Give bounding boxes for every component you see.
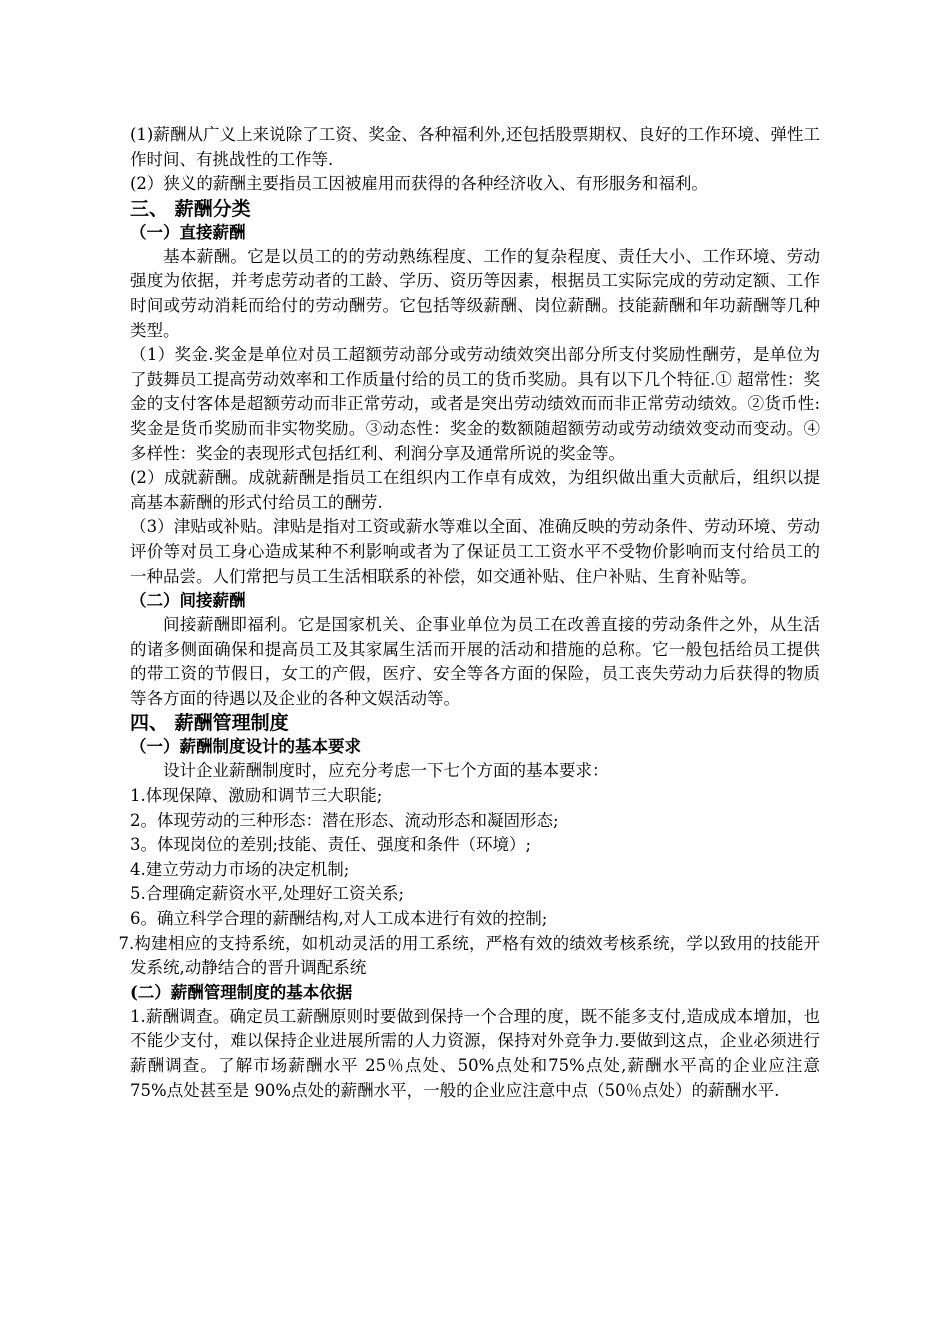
paragraph-salary-survey: 1.薪酬调查。确定员工薪酬原则时要做到保持一个合理的度，既不能多支付,造成成本增加，也不能少支付，难以保持企业进展所需的人力资源，保持对外竞争力.要做到这点，企业必须进行薪酬调查。了解市场薪酬水平 25％点处、50%点处和75%点处,薪酬水平高的企业应注意 75%点处甚至是 90%点处的薪酬水平，一般的企业应注意中点（50％点处）的薪酬水平. <box>130 1006 820 1100</box>
section-heading-management-system: 四、 薪酬管理制度 <box>130 712 289 735</box>
list-item: 5.合理确定薪资水平,处理好工资关系; <box>130 884 405 904</box>
list-item: 3。体现岗位的差别;技能、责任、强度和条件（环境）; <box>130 835 532 855</box>
paragraph-broad-definition: (1)薪酬从广义上来说除了工资、奖金、各种福利外,还包括股票期权、良好的工作环境、弹性工作时间、有挑战性的工作等. <box>130 125 820 169</box>
paragraph-achievement-pay: (2）成就薪酬。成就薪酬是指员工在组织内工作卓有成效，为组织做出重大贡献后，组织以提高基本薪酬的形式付给员工的酬劳. <box>130 468 820 512</box>
paragraph-narrow-definition: (2）狭义的薪酬主要指员工因被雇用而获得的各种经济收入、有形服务和福利。 <box>130 174 708 194</box>
subheading-design-requirements: （一）薪酬制度设计的基本要求 <box>130 737 361 757</box>
section-heading-classification: 三、 薪酬分类 <box>130 197 251 220</box>
paragraph-base-pay: 基本薪酬。它是以员工的的劳动熟练程度、工作的复杂程度、责任大小、工作环境、劳动强度为依据，并考虑劳动者的工龄、学历、资历等因素，根据员工实际完成的劳动定额、工作时间或劳动消耗而给付的劳动酬劳。它包括等级薪酬、岗位薪酬。技能薪酬和年功薪酬等几种类型。 <box>130 246 820 340</box>
list-item: 1.体现保障、激励和调节三大职能; <box>130 786 383 806</box>
list-item: 4.建立劳动力市场的决定机制; <box>130 859 350 879</box>
paragraph-indirect-pay: 间接薪酬即福利。它是国家机关、企事业单位为员工在改善直接的劳动条件之外，从生活的诸多侧面确保和提高员工及其家属生活而开展的活动和措施的总称。它一般包括给员工提供的带工资的节假日，女工的产假，医疗、安全等各方面的保险，员工丧失劳动力后获得的物质等各方面的待遇以及企业的各种文娱活动等。 <box>130 615 820 708</box>
subheading-indirect-pay: （二）间接薪酬 <box>130 591 246 611</box>
paragraph-requirements-intro: 设计企业薪酬制度时，应充分考虑一下七个方面的基本要求： <box>163 761 609 781</box>
subheading-basic-basis: (二）薪酬管理制度的基本依据 <box>130 982 353 1002</box>
list-item: 2。体现劳动的三种形态：潜在形态、流动形态和凝固形态; <box>130 810 559 830</box>
list-item: 6。确立科学合理的薪酬结构,对人工成本进行有效的控制; <box>130 909 548 929</box>
subheading-direct-pay: （一）直接薪酬 <box>130 222 246 242</box>
list-item: 7.构建相应的支持系统，如机动灵活的用工系统，严格有效的绩效考核系统，学以致用的技能开发系统,动静结合的晋升调配系统 <box>118 933 820 978</box>
document-page <box>118 123 820 1103</box>
paragraph-allowance: （3）津贴或补贴。津贴是指对工资或薪水等难以全面、准确反映的劳动条件、劳动环境、劳动评价等对员工身心造成某种不利影响或者为了保证员工工资水平不受物价影响而支付给员工的一种品尝。人们常把与员工生活相联系的补偿，如交通补贴、住户补贴、生育补贴等。 <box>130 517 820 586</box>
paragraph-bonus: （1）奖金.奖金是单位对员工超额劳动部分或劳动绩效突出部分所支付奖励性酬劳，是单位为了鼓舞员工提高劳动效率和工作质量付给的员工的货币奖励。具有以下几个特征.① 超常性：奖金的支付客体是超额劳动而非正常劳动，或者是突出劳动绩效而而非正常劳动绩效。②货币性:奖金是货币奖励而非实物奖励。③动态性：奖金的数额随超额劳动或劳动绩效变动而变动。④多样性：奖金的表现形式包括红利、利润分享及通常所说的奖金等。 <box>130 345 820 463</box>
